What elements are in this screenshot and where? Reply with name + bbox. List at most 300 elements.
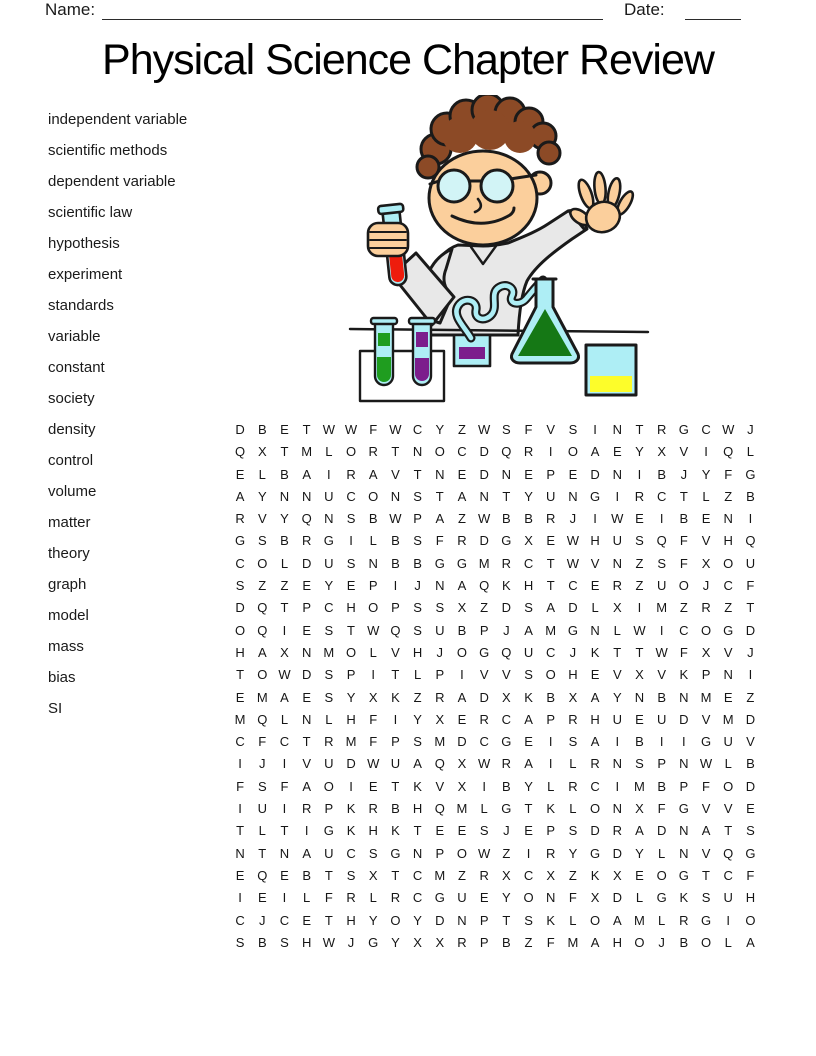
grid-letter-r5c13[interactable]: B	[502, 511, 511, 527]
grid-letter-r20c4[interactable]: A	[302, 845, 311, 861]
grid-letter-r16c21[interactable]: N	[679, 756, 689, 772]
grid-letter-r17c15[interactable]: L	[547, 778, 555, 794]
grid-letter-r23c18[interactable]: A	[612, 912, 622, 928]
grid-letter-r13c8[interactable]: K	[391, 689, 400, 705]
grid-letter-r5c12[interactable]: W	[478, 511, 491, 527]
grid-letter-r21c16[interactable]: Z	[568, 867, 577, 883]
grid-letter-r12c9[interactable]: L	[413, 667, 422, 683]
grid-letter-r6c2[interactable]: S	[257, 533, 267, 549]
grid-letter-r24c6[interactable]: J	[347, 934, 355, 950]
grid-letter-r6c22[interactable]: V	[701, 533, 711, 549]
grid-letter-r7c2[interactable]: O	[257, 555, 268, 571]
grid-letter-r18c19[interactable]: X	[635, 801, 644, 817]
grid-letter-r17c1[interactable]: F	[236, 778, 245, 794]
grid-letter-r9c19[interactable]: I	[637, 600, 642, 616]
grid-letter-r16c18[interactable]: N	[612, 756, 622, 772]
grid-letter-r20c9[interactable]: N	[412, 845, 423, 861]
grid-letter-r7c19[interactable]: Z	[635, 555, 644, 571]
grid-letter-r10c24[interactable]: D	[745, 622, 756, 638]
grid-letter-r20c22[interactable]: V	[701, 845, 711, 861]
grid-letter-r10c6[interactable]: T	[347, 622, 355, 638]
grid-letter-r9c9[interactable]: S	[413, 600, 422, 616]
grid-letter-r13c14[interactable]: K	[524, 689, 533, 705]
grid-letter-r4c9[interactable]: S	[413, 488, 422, 504]
grid-letter-r11c6[interactable]: O	[345, 644, 357, 660]
grid-letter-r17c9[interactable]: K	[413, 778, 422, 794]
grid-letter-r15c18[interactable]: I	[615, 734, 620, 750]
grid-letter-r23c9[interactable]: Y	[413, 912, 422, 928]
grid-letter-r16c22[interactable]: W	[699, 756, 713, 772]
grid-letter-r21c18[interactable]: X	[612, 867, 622, 883]
grid-letter-r9c21[interactable]: Z	[679, 600, 688, 616]
grid-letter-r11c4[interactable]: N	[301, 644, 312, 660]
grid-letter-r21c1[interactable]: E	[235, 867, 245, 883]
grid-letter-r19c12[interactable]: S	[479, 823, 489, 839]
grid-letter-r5c10[interactable]: A	[435, 511, 445, 527]
grid-letter-r3c19[interactable]: I	[637, 466, 642, 482]
grid-letter-r23c3[interactable]: C	[279, 912, 290, 928]
grid-letter-r10c20[interactable]: I	[659, 622, 664, 638]
grid-letter-r8c18[interactable]: R	[612, 578, 622, 594]
grid-letter-r16c24[interactable]: B	[746, 756, 755, 772]
grid-letter-r20c24[interactable]: G	[745, 845, 756, 861]
grid-letter-r20c14[interactable]: I	[526, 845, 531, 861]
grid-letter-r22c10[interactable]: G	[434, 890, 445, 906]
grid-letter-r4c7[interactable]: O	[368, 488, 379, 504]
grid-letter-r11c5[interactable]: M	[323, 644, 335, 660]
grid-letter-r4c21[interactable]: T	[679, 488, 688, 504]
grid-letter-r18c9[interactable]: H	[412, 801, 423, 817]
grid-letter-r10c16[interactable]: G	[567, 622, 578, 638]
grid-letter-r11c24[interactable]: J	[747, 644, 754, 660]
grid-letter-r2c6[interactable]: O	[345, 444, 357, 460]
grid-letter-r5c14[interactable]: B	[524, 511, 533, 527]
grid-letter-r4c5[interactable]: U	[324, 488, 334, 504]
grid-letter-r10c4[interactable]: E	[302, 622, 311, 638]
grid-letter-r17c5[interactable]: O	[323, 778, 334, 794]
grid-letter-r17c8[interactable]: T	[391, 778, 400, 794]
grid-letter-r21c3[interactable]: E	[280, 867, 289, 883]
grid-letter-r15c22[interactable]: G	[700, 734, 712, 750]
grid-letter-r11c15[interactable]: C	[546, 644, 556, 660]
grid-letter-r15c21[interactable]: I	[682, 734, 686, 750]
grid-letter-r12c3[interactable]: W	[278, 667, 291, 683]
grid-letter-r21c24[interactable]: F	[746, 867, 755, 883]
grid-letter-r7c6[interactable]: S	[346, 555, 356, 571]
grid-letter-r3c3[interactable]: B	[280, 466, 289, 482]
grid-letter-r21c14[interactable]: C	[523, 867, 534, 883]
grid-letter-r23c22[interactable]: G	[700, 912, 712, 928]
grid-letter-r18c8[interactable]: B	[391, 801, 400, 817]
grid-letter-r6c3[interactable]: B	[280, 533, 289, 549]
grid-letter-r10c13[interactable]: J	[503, 622, 510, 638]
grid-letter-r16c1[interactable]: I	[238, 756, 242, 772]
grid-letter-r6c18[interactable]: U	[612, 533, 622, 549]
grid-letter-r6c4[interactable]: R	[301, 533, 312, 549]
grid-letter-r20c17[interactable]: G	[590, 845, 601, 861]
grid-letter-r9c5[interactable]: C	[324, 600, 334, 616]
grid-letter-r21c2[interactable]: Q	[257, 867, 268, 883]
grid-letter-r22c2[interactable]: E	[257, 890, 267, 906]
grid-letter-r20c3[interactable]: N	[279, 845, 290, 861]
grid-letter-r5c19[interactable]: E	[635, 511, 644, 527]
grid-letter-r4c14[interactable]: Y	[524, 488, 533, 504]
grid-letter-r17c6[interactable]: I	[349, 778, 353, 794]
grid-letter-r11c21[interactable]: F	[679, 644, 688, 660]
grid-letter-r12c13[interactable]: V	[502, 667, 511, 683]
grid-letter-r15c14[interactable]: E	[524, 734, 533, 750]
grid-letter-r7c3[interactable]: L	[280, 555, 289, 571]
grid-letter-r20c2[interactable]: T	[258, 845, 267, 861]
grid-letter-r13c19[interactable]: N	[634, 689, 645, 705]
grid-letter-r1c18[interactable]: N	[612, 422, 622, 437]
grid-letter-r18c10[interactable]: Q	[434, 801, 445, 817]
grid-letter-r7c8[interactable]: B	[391, 555, 400, 571]
grid-letter-r5c6[interactable]: S	[346, 511, 356, 527]
grid-letter-r7c20[interactable]: S	[657, 555, 666, 571]
grid-letter-r13c15[interactable]: B	[546, 689, 556, 705]
grid-letter-r1c8[interactable]: W	[389, 422, 402, 437]
grid-letter-r18c13[interactable]: G	[501, 801, 512, 817]
grid-letter-r13c16[interactable]: X	[568, 689, 578, 705]
grid-letter-r3c11[interactable]: E	[457, 466, 467, 482]
grid-letter-r2c11[interactable]: C	[457, 444, 467, 460]
grid-letter-r12c6[interactable]: P	[346, 667, 356, 683]
grid-letter-r8c21[interactable]: O	[678, 578, 689, 594]
grid-letter-r14c17[interactable]: H	[590, 711, 600, 727]
grid-letter-r6c10[interactable]: F	[435, 533, 444, 549]
grid-letter-r19c11[interactable]: E	[457, 823, 467, 839]
grid-letter-r2c2[interactable]: X	[257, 444, 267, 460]
grid-letter-r16c23[interactable]: L	[724, 756, 732, 772]
grid-letter-r2c20[interactable]: X	[657, 444, 666, 460]
grid-letter-r15c3[interactable]: C	[279, 734, 290, 750]
grid-letter-r4c1[interactable]: A	[235, 488, 245, 504]
grid-letter-r1c15[interactable]: V	[546, 422, 556, 437]
grid-letter-r14c4[interactable]: N	[301, 711, 312, 727]
grid-letter-r6c19[interactable]: S	[635, 533, 644, 549]
grid-letter-r11c1[interactable]: H	[235, 644, 245, 660]
grid-letter-r20c11[interactable]: O	[456, 845, 468, 861]
grid-letter-r9c3[interactable]: T	[280, 600, 289, 616]
grid-letter-r19c6[interactable]: K	[346, 823, 356, 839]
grid-letter-r14c6[interactable]: H	[346, 711, 356, 727]
grid-letter-r16c4[interactable]: V	[302, 756, 311, 772]
grid-letter-r10c12[interactable]: P	[479, 622, 489, 638]
grid-letter-r16c13[interactable]: R	[501, 756, 512, 772]
grid-letter-r6c7[interactable]: L	[369, 533, 377, 549]
grid-letter-r11c7[interactable]: L	[369, 644, 377, 660]
grid-letter-r4c3[interactable]: N	[279, 488, 290, 504]
grid-letter-r23c4[interactable]: E	[302, 912, 311, 928]
grid-letter-r12c4[interactable]: D	[301, 667, 312, 683]
grid-letter-r14c7[interactable]: F	[369, 711, 378, 727]
grid-letter-r12c17[interactable]: E	[590, 667, 600, 683]
grid-letter-r10c23[interactable]: G	[723, 622, 734, 638]
grid-letter-r17c21[interactable]: P	[679, 778, 689, 794]
grid-letter-r10c17[interactable]: N	[590, 622, 600, 638]
grid-letter-r6c15[interactable]: E	[546, 533, 556, 549]
grid-letter-r2c16[interactable]: O	[567, 444, 578, 460]
grid-letter-r15c9[interactable]: S	[413, 734, 422, 750]
grid-letter-r22c4[interactable]: L	[303, 890, 311, 906]
grid-letter-r12c15[interactable]: O	[545, 667, 556, 683]
grid-letter-r1c21[interactable]: G	[678, 422, 689, 437]
grid-letter-r12c21[interactable]: K	[679, 667, 689, 683]
grid-letter-r6c13[interactable]: G	[501, 533, 512, 549]
grid-letter-r18c7[interactable]: R	[368, 801, 378, 817]
grid-letter-r24c1[interactable]: S	[235, 934, 245, 950]
grid-letter-r15c23[interactable]: U	[723, 734, 733, 750]
grid-letter-r10c8[interactable]: Q	[390, 622, 401, 638]
grid-letter-r8c12[interactable]: Q	[479, 578, 490, 594]
grid-letter-r7c24[interactable]: U	[745, 555, 756, 571]
grid-letter-r5c8[interactable]: W	[389, 511, 402, 527]
grid-letter-r13c11[interactable]: A	[457, 689, 467, 705]
grid-letter-r23c8[interactable]: O	[390, 912, 401, 928]
grid-letter-r12c7[interactable]: I	[371, 667, 376, 683]
grid-letter-r8c7[interactable]: P	[368, 578, 378, 594]
grid-letter-r1c7[interactable]: F	[369, 422, 378, 437]
grid-letter-r6c21[interactable]: F	[679, 533, 688, 549]
grid-letter-r18c22[interactable]: V	[701, 801, 711, 817]
grid-letter-r2c18[interactable]: E	[612, 444, 622, 460]
grid-letter-r15c12[interactable]: C	[479, 734, 489, 750]
grid-letter-r23c23[interactable]: I	[726, 912, 731, 928]
grid-letter-r3c17[interactable]: D	[590, 466, 600, 482]
grid-letter-r9c15[interactable]: A	[546, 600, 556, 616]
grid-letter-r1c17[interactable]: I	[593, 422, 597, 437]
grid-letter-r15c15[interactable]: I	[548, 734, 553, 750]
grid-letter-r11c11[interactable]: O	[456, 644, 468, 660]
grid-letter-r1c9[interactable]: C	[412, 422, 423, 437]
grid-letter-r8c6[interactable]: E	[346, 578, 356, 594]
grid-letter-r15c1[interactable]: C	[235, 734, 245, 750]
grid-letter-r21c6[interactable]: S	[346, 867, 356, 883]
grid-letter-r4c20[interactable]: C	[656, 488, 667, 504]
grid-letter-r22c14[interactable]: O	[523, 890, 534, 906]
grid-letter-r11c20[interactable]: W	[655, 644, 668, 660]
grid-letter-r14c9[interactable]: Y	[413, 711, 422, 727]
grid-letter-r5c7[interactable]: B	[368, 511, 378, 527]
grid-letter-r9c11[interactable]: X	[457, 600, 467, 616]
grid-letter-r9c12[interactable]: Z	[480, 600, 489, 616]
grid-letter-r18c3[interactable]: I	[282, 801, 287, 817]
grid-letter-r14c23[interactable]: M	[722, 711, 734, 727]
grid-letter-r24c14[interactable]: Z	[524, 934, 533, 950]
grid-letter-r9c4[interactable]: P	[302, 600, 311, 616]
grid-letter-r5c5[interactable]: N	[324, 511, 334, 527]
grid-letter-r3c13[interactable]: N	[501, 466, 512, 482]
grid-letter-r15c11[interactable]: D	[457, 734, 467, 750]
grid-letter-r9c10[interactable]: S	[435, 600, 445, 616]
grid-letter-r23c6[interactable]: H	[346, 912, 356, 928]
grid-letter-r22c15[interactable]: N	[546, 890, 556, 906]
grid-letter-r20c16[interactable]: Y	[568, 845, 578, 861]
grid-letter-r18c15[interactable]: K	[546, 801, 556, 817]
grid-letter-r9c18[interactable]: X	[612, 600, 622, 616]
grid-letter-r13c10[interactable]: R	[435, 689, 445, 705]
grid-letter-r11c10[interactable]: J	[436, 644, 444, 660]
grid-letter-r23c15[interactable]: K	[546, 912, 556, 928]
grid-letter-r6c8[interactable]: B	[391, 533, 400, 549]
grid-letter-r19c7[interactable]: H	[368, 823, 378, 839]
grid-letter-r2c24[interactable]: L	[746, 444, 755, 460]
grid-letter-r11c16[interactable]: J	[569, 644, 577, 660]
grid-letter-r22c19[interactable]: L	[635, 890, 644, 906]
grid-letter-r15c20[interactable]: I	[659, 734, 664, 750]
grid-letter-r14c8[interactable]: I	[393, 711, 398, 727]
grid-letter-r2c12[interactable]: D	[479, 444, 489, 460]
grid-letter-r18c5[interactable]: P	[324, 801, 334, 817]
grid-letter-r16c16[interactable]: L	[569, 756, 577, 772]
grid-letter-r11c23[interactable]: V	[723, 644, 733, 660]
grid-letter-r13c13[interactable]: X	[502, 689, 511, 705]
grid-letter-r19c17[interactable]: D	[590, 823, 600, 839]
grid-letter-r10c18[interactable]: L	[613, 622, 621, 638]
grid-letter-r13c5[interactable]: S	[324, 689, 334, 705]
grid-letter-r21c23[interactable]: C	[723, 867, 733, 883]
grid-letter-r7c10[interactable]: G	[434, 555, 445, 571]
name-input-line[interactable]	[102, 2, 603, 20]
grid-letter-r7c7[interactable]: N	[368, 555, 378, 571]
grid-letter-r24c15[interactable]: F	[546, 934, 555, 950]
grid-letter-r19c16[interactable]: S	[568, 823, 578, 839]
grid-letter-r12c19[interactable]: X	[635, 667, 644, 683]
grid-letter-r17c12[interactable]: I	[482, 778, 486, 794]
grid-letter-r15c13[interactable]: G	[501, 734, 512, 750]
grid-letter-r22c17[interactable]: X	[590, 890, 600, 906]
grid-letter-r15c10[interactable]: M	[434, 734, 446, 750]
grid-letter-r18c6[interactable]: K	[346, 801, 356, 817]
grid-letter-r9c22[interactable]: R	[701, 600, 711, 616]
grid-letter-r7c4[interactable]: D	[301, 555, 312, 571]
grid-letter-r8c13[interactable]: K	[502, 578, 511, 594]
grid-letter-r6c23[interactable]: H	[723, 533, 733, 549]
grid-letter-r14c16[interactable]: R	[568, 711, 578, 727]
grid-letter-r2c22[interactable]: I	[704, 444, 708, 460]
grid-letter-r9c20[interactable]: M	[656, 600, 668, 616]
grid-letter-r4c4[interactable]: N	[301, 488, 312, 504]
grid-letter-r7c18[interactable]: N	[612, 555, 622, 571]
grid-letter-r5c20[interactable]: I	[659, 511, 664, 527]
grid-letter-r11c2[interactable]: A	[257, 644, 267, 660]
grid-letter-r13c4[interactable]: E	[302, 689, 311, 705]
grid-letter-r5c2[interactable]: V	[257, 511, 267, 527]
grid-letter-r16c20[interactable]: P	[657, 756, 666, 772]
grid-letter-r11c18[interactable]: T	[613, 644, 622, 660]
grid-letter-r11c22[interactable]: X	[701, 644, 711, 660]
grid-letter-r10c22[interactable]: O	[700, 622, 712, 638]
grid-letter-r3c24[interactable]: G	[745, 466, 756, 482]
grid-letter-r2c10[interactable]: O	[434, 444, 445, 460]
grid-letter-r14c2[interactable]: Q	[257, 711, 268, 727]
grid-letter-r17c19[interactable]: M	[634, 778, 645, 794]
grid-letter-r6c11[interactable]: R	[457, 533, 467, 549]
grid-letter-r23c11[interactable]: N	[457, 912, 467, 928]
date-input-line[interactable]	[685, 2, 741, 20]
grid-letter-r21c12[interactable]: R	[479, 867, 489, 883]
grid-letter-r8c10[interactable]: N	[435, 578, 445, 594]
grid-letter-r9c8[interactable]: P	[391, 600, 400, 616]
grid-letter-r9c17[interactable]: L	[591, 600, 599, 616]
grid-letter-r22c5[interactable]: F	[324, 890, 333, 906]
grid-letter-r23c5[interactable]: T	[324, 912, 333, 928]
grid-letter-r8c20[interactable]: U	[656, 578, 667, 594]
grid-letter-r23c12[interactable]: P	[479, 912, 489, 928]
grid-letter-r23c20[interactable]: L	[658, 912, 666, 928]
grid-letter-r15c2[interactable]: F	[258, 734, 267, 750]
grid-letter-r5c9[interactable]: P	[413, 511, 422, 527]
grid-letter-r4c15[interactable]: U	[546, 488, 556, 504]
grid-letter-r1c24[interactable]: J	[747, 422, 754, 437]
grid-letter-r19c10[interactable]: E	[435, 823, 445, 839]
grid-letter-r2c23[interactable]: Q	[723, 444, 734, 460]
grid-letter-r5c17[interactable]: I	[593, 511, 597, 527]
grid-letter-r24c3[interactable]: S	[280, 934, 289, 950]
grid-letter-r3c12[interactable]: D	[479, 466, 489, 482]
grid-letter-r21c13[interactable]: X	[502, 867, 511, 883]
grid-letter-r24c16[interactable]: M	[567, 934, 579, 950]
grid-letter-r5c11[interactable]: Z	[457, 511, 466, 527]
grid-letter-r6c5[interactable]: G	[323, 533, 334, 549]
grid-letter-r13c17[interactable]: A	[590, 689, 600, 705]
grid-letter-r17c16[interactable]: R	[568, 778, 578, 794]
grid-letter-r8c5[interactable]: Y	[324, 578, 334, 594]
grid-letter-r1c13[interactable]: S	[502, 422, 511, 437]
grid-letter-r23c14[interactable]: S	[524, 912, 533, 928]
grid-letter-r4c24[interactable]: B	[746, 488, 755, 504]
grid-letter-r16c8[interactable]: U	[390, 756, 401, 772]
grid-letter-r10c21[interactable]: C	[679, 622, 689, 638]
grid-letter-r10c11[interactable]: B	[457, 622, 467, 638]
grid-letter-r22c9[interactable]: C	[412, 890, 423, 906]
grid-letter-r23c7[interactable]: Y	[368, 912, 378, 928]
grid-letter-r22c21[interactable]: K	[679, 890, 689, 906]
grid-letter-r1c5[interactable]: W	[322, 422, 335, 437]
grid-letter-r13c2[interactable]: M	[256, 689, 268, 705]
grid-letter-r24c19[interactable]: O	[634, 934, 645, 950]
grid-letter-r6c1[interactable]: G	[235, 533, 246, 549]
grid-letter-r1c19[interactable]: T	[635, 422, 644, 437]
grid-letter-r14c15[interactable]: P	[546, 711, 556, 727]
grid-letter-r18c21[interactable]: G	[678, 801, 689, 817]
grid-letter-r19c24[interactable]: S	[746, 823, 755, 839]
grid-letter-r19c15[interactable]: P	[546, 823, 556, 839]
grid-letter-r22c23[interactable]: U	[723, 890, 733, 906]
grid-letter-r19c18[interactable]: R	[612, 823, 622, 839]
grid-letter-r2c4[interactable]: M	[301, 444, 313, 460]
grid-letter-r8c22[interactable]: J	[702, 578, 710, 594]
grid-letter-r11c19[interactable]: T	[635, 644, 644, 660]
grid-letter-r4c17[interactable]: G	[590, 488, 601, 504]
grid-letter-r18c16[interactable]: L	[569, 801, 577, 817]
grid-letter-r24c17[interactable]: A	[590, 934, 600, 950]
grid-letter-r12c5[interactable]: S	[324, 667, 334, 683]
grid-letter-r16c9[interactable]: A	[413, 756, 422, 772]
grid-letter-r12c1[interactable]: T	[236, 667, 245, 683]
grid-letter-r1c3[interactable]: E	[280, 422, 289, 437]
grid-letter-r19c14[interactable]: E	[524, 823, 533, 839]
grid-letter-r10c14[interactable]: A	[524, 622, 533, 638]
grid-letter-r5c21[interactable]: B	[679, 511, 689, 527]
grid-letter-r6c17[interactable]: H	[590, 533, 600, 549]
grid-letter-r5c3[interactable]: Y	[280, 511, 289, 527]
grid-letter-r14c3[interactable]: L	[280, 711, 289, 727]
grid-letter-r17c13[interactable]: B	[502, 778, 511, 794]
grid-letter-r12c14[interactable]: S	[524, 667, 533, 683]
grid-letter-r7c16[interactable]: W	[566, 555, 580, 571]
